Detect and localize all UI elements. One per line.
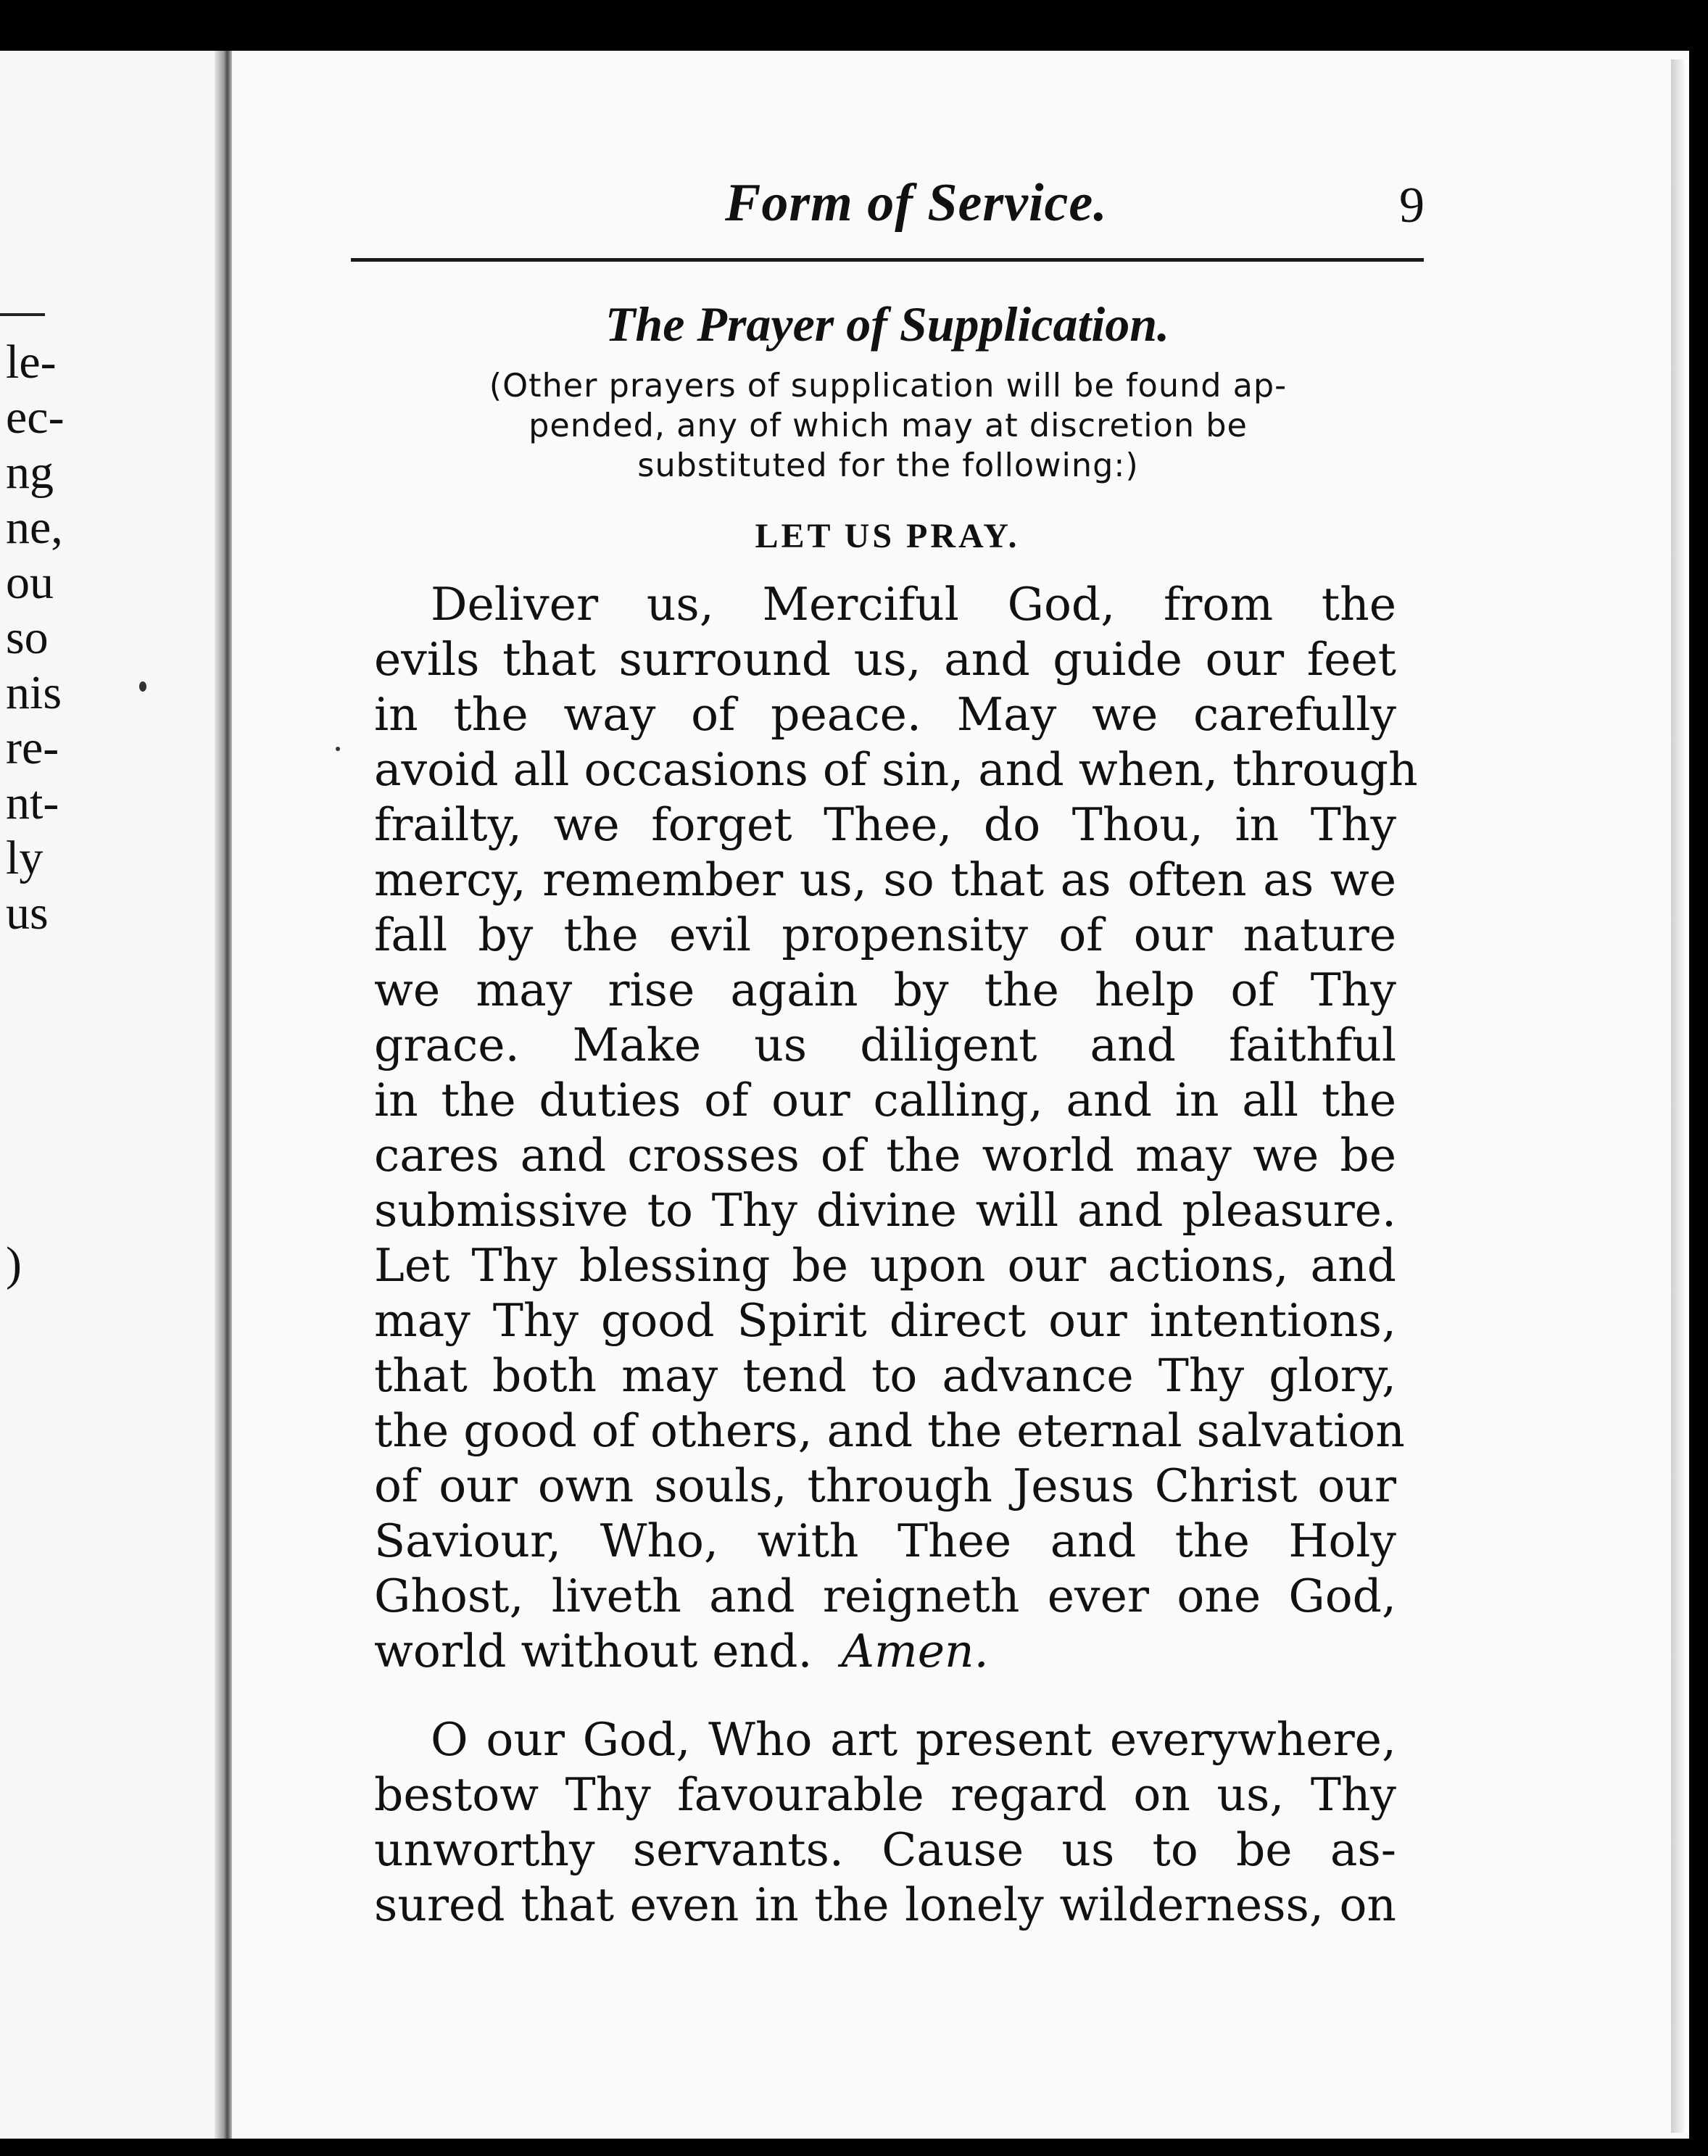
editorial-note: [391, 366, 1385, 486]
note-line: pended, any of which may at discretion be: [528, 407, 1248, 444]
left-fragment: nt-: [6, 776, 59, 829]
left-page-rule: [0, 313, 45, 316]
text-line: grace. Make us diligent and faithful: [374, 1019, 1396, 1071]
text-line: sured that even in the lonely wilderness, on: [374, 1878, 1396, 1931]
text-line: unworthy servants. Cause us to be as-: [374, 1823, 1396, 1876]
section-title: The Prayer of Supplication.: [605, 297, 1170, 352]
final-line-text: world without end.: [374, 1625, 813, 1678]
left-fragment: nis: [6, 666, 62, 719]
text-line: bestow Thy favourable regard on us, Thy: [374, 1768, 1396, 1821]
text-line: evils that surround us, and guide our feet: [374, 633, 1396, 686]
text-line: in the way of peace. May we carefully: [374, 688, 1396, 741]
text-line: cares and crosses of the world may we be: [374, 1129, 1396, 1182]
speck: [139, 681, 146, 692]
text-line: of our own souls, through Jesus Christ our: [374, 1459, 1396, 1512]
page-edge: [1671, 59, 1687, 2133]
text-line: in the duties of our calling, and in all the: [374, 1074, 1396, 1127]
text-line: O our God, Who art present everywhere,: [431, 1713, 1396, 1766]
speck: [336, 747, 340, 751]
left-fragment: ne,: [6, 501, 63, 554]
text-line: Saviour, Who, with Thee and the Holy: [374, 1514, 1396, 1567]
text-line: the good of others, and the eternal salvation: [374, 1404, 1405, 1457]
text-line-final: [374, 1624, 1396, 1679]
left-fragment: so: [6, 611, 49, 664]
text-line: that both may tend to advance Thy glory,: [374, 1349, 1396, 1402]
left-fragment: le-: [6, 336, 57, 389]
running-head-title: Form of Service.: [725, 173, 1108, 233]
prayer-paragraph-2: [374, 1712, 1396, 1933]
text-line: fall by the evil propensity of our nature: [374, 908, 1396, 961]
left-fragment: us: [6, 887, 49, 940]
text-line: avoid all occasions of sin, and when, through: [374, 743, 1418, 796]
text-line: mercy, remember us, so that as often as we: [374, 853, 1396, 906]
left-fragment: ): [6, 1237, 22, 1290]
text-line: Ghost, liveth and reigneth ever one God,: [374, 1570, 1396, 1622]
text-line: we may rise again by the help of Thy: [374, 963, 1396, 1016]
prayer-heading: LET US PRAY.: [755, 517, 1020, 555]
text-line: submissive to Thy divine will and pleasure.: [374, 1184, 1396, 1237]
header-rule: [351, 258, 1424, 262]
left-fragment: ec-: [6, 391, 65, 444]
page-number: 9: [1399, 178, 1425, 233]
left-fragment: re-: [6, 721, 59, 774]
text-line: frailty, we forget Thee, do Thou, in Thy: [374, 798, 1396, 851]
left-page: [0, 51, 226, 2139]
note-line: substituted for the following:): [637, 447, 1139, 484]
text-line: Deliver us, Merciful God, from the: [431, 578, 1396, 631]
text-line: may Thy good Spirit direct our intentions,: [374, 1294, 1396, 1347]
left-fragment: ng: [6, 446, 54, 499]
text-line: Let Thy blessing be upon our actions, and: [374, 1239, 1396, 1292]
prayer-paragraph-1: [374, 577, 1418, 1679]
left-fragment: ly: [6, 832, 43, 884]
left-fragment: ou: [6, 556, 54, 609]
note-line: (Other prayers of supplication will be found ap-: [489, 368, 1288, 405]
amen: Amen.: [841, 1625, 989, 1678]
